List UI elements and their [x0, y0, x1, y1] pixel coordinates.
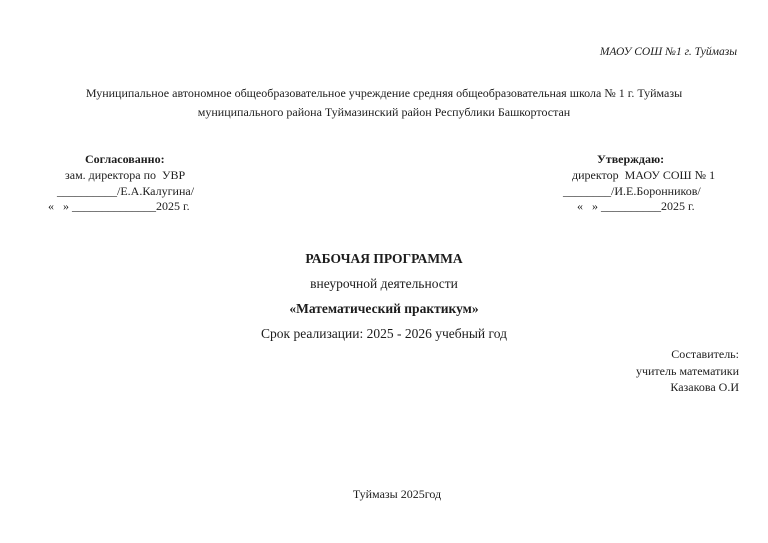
approval-block — [563, 152, 715, 215]
composer-role: учитель математики — [635, 363, 739, 378]
organization-name-line1: Муниципальное автономное общеобразовательное учреждение средняя общеобразовательная школа № 1 г. Туймазы — [85, 86, 683, 100]
approval-position: директор МАОУ СОШ № 1 — [572, 167, 716, 182]
program-title: РАБОЧАЯ ПРОГРАММА — [305, 251, 463, 266]
agreement-position: зам. директора по УВР — [65, 167, 186, 182]
program-course-name: «Математический практикум» — [289, 301, 479, 316]
organization-name-line2: муниципального района Туймазинский район Республики Башкортостан — [197, 105, 571, 119]
footer-city-year: Туймазы 2025год — [352, 487, 442, 501]
approval-title: Утверждаю: — [597, 152, 665, 166]
organization-name — [0, 84, 768, 122]
composer-label: Составитель: — [671, 347, 739, 361]
program-term: Срок реализации: 2025 - 2026 учебный год — [261, 326, 507, 341]
agreement-block — [37, 152, 194, 215]
program-title-block — [0, 246, 768, 346]
approval-signature-line: ________/И.Е.Боронников/ — [563, 183, 701, 198]
composer-name: Казакова О.И — [670, 380, 739, 394]
composer-block — [636, 346, 739, 396]
agreement-signature-line: __________/Е.А.Калугина/ — [57, 183, 195, 198]
agreement-date-line: « » ______________2025 г. — [48, 199, 190, 214]
agreement-title: Согласованно: — [85, 152, 165, 166]
program-subtitle: внеурочной деятельности — [310, 276, 458, 291]
approval-date-line: « » __________2025 г. — [577, 199, 695, 214]
corner-school-note: МАОУ СОШ №1 г. Туймазы — [599, 46, 737, 58]
